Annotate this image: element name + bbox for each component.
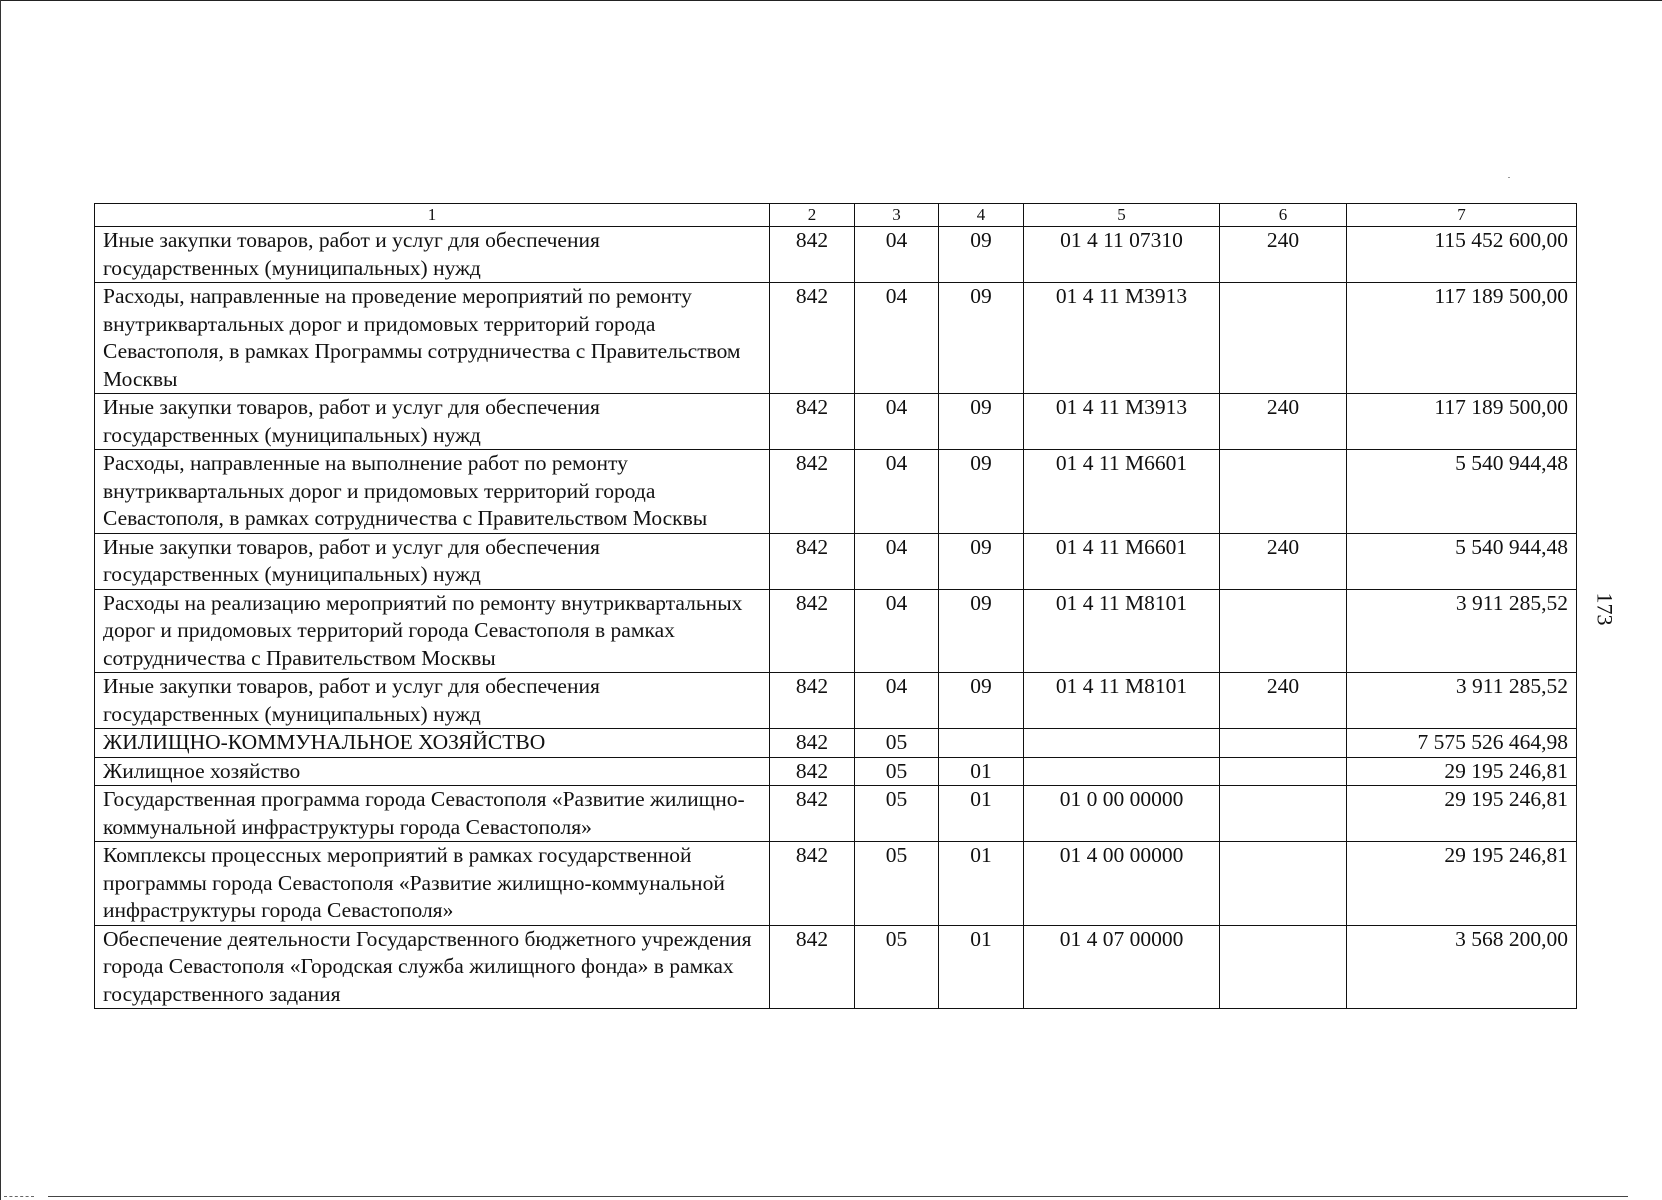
row-amount: 115 452 600,00 [1347,227,1577,283]
table-row [95,450,1577,534]
row-subsection-code: 09 [939,394,1024,450]
row-expense-type [1220,589,1347,673]
row-subsection-code [939,729,1024,758]
row-section-code: 05 [855,925,939,1009]
row-target-article: 01 4 11 07310 [1024,227,1220,283]
row-subsection-code: 01 [939,757,1024,786]
row-amount: 5 540 944,48 [1347,533,1577,589]
row-name: Иные закупки товаров, работ и услуг для обеспечения государственных (муниципальных) нужд [95,394,770,450]
page-number: 173 [1592,592,1618,626]
row-name: Расходы, направленные на выполнение работ по ремонту внутриквартальных дорог и придомовых территорий города Севастополя, в рамках сотрудничества с Правительством Москвы [95,450,770,534]
column-number-6: 6 [1220,204,1347,227]
scan-top-edge [0,0,1662,1]
row-subsection-code: 09 [939,450,1024,534]
row-amount: 29 195 246,81 [1347,786,1577,842]
table-row [95,786,1577,842]
row-expense-type [1220,450,1347,534]
row-subsection-code: 09 [939,673,1024,729]
row-name: Иные закупки товаров, работ и услуг для обеспечения государственных (муниципальных) нужд [95,227,770,283]
column-number-3: 3 [855,204,939,227]
table-row [95,227,1577,283]
column-number-row [95,204,1577,227]
row-subsection-code: 09 [939,589,1024,673]
row-name: Расходы, направленные на проведение мероприятий по ремонту внутриквартальных дорог и придомовых территорий города Севастополя, в рамках Программы сотрудничества с Правительством Москвы [95,283,770,394]
row-expense-type [1220,757,1347,786]
row-amount: 117 189 500,00 [1347,394,1577,450]
row-subsection-code: 09 [939,283,1024,394]
row-target-article [1024,729,1220,758]
table-row [95,729,1577,758]
scan-speck [1508,177,1510,178]
row-section-code: 04 [855,394,939,450]
table-row [95,925,1577,1009]
row-grbs-code: 842 [770,757,855,786]
row-name: Иные закупки товаров, работ и услуг для обеспечения государственных (муниципальных) нужд [95,673,770,729]
row-amount: 3 568 200,00 [1347,925,1577,1009]
row-target-article: 01 4 07 00000 [1024,925,1220,1009]
row-section-code: 05 [855,786,939,842]
row-expense-type [1220,729,1347,758]
scan-bottom-dash [4,1196,34,1197]
row-section-code: 04 [855,673,939,729]
row-section-code: 04 [855,283,939,394]
column-number-1: 1 [95,204,770,227]
row-grbs-code: 842 [770,450,855,534]
table-row [95,673,1577,729]
row-expense-type [1220,283,1347,394]
row-grbs-code: 842 [770,925,855,1009]
row-subsection-code: 09 [939,227,1024,283]
row-amount: 29 195 246,81 [1347,757,1577,786]
row-target-article: 01 4 11 M6601 [1024,533,1220,589]
row-target-article: 01 4 11 M8101 [1024,673,1220,729]
row-name: ЖИЛИЩНО-КОММУНАЛЬНОЕ ХОЗЯЙСТВО [95,729,770,758]
row-name: Обеспечение деятельности Государственного бюджетного учреждения города Севастополя «Городская служба жилищного фонда» в рамках государственного задания [95,925,770,1009]
row-grbs-code: 842 [770,786,855,842]
table-row [95,842,1577,926]
row-expense-type [1220,842,1347,926]
row-expense-type [1220,925,1347,1009]
row-grbs-code: 842 [770,533,855,589]
row-amount: 5 540 944,48 [1347,450,1577,534]
table-row [95,533,1577,589]
row-amount: 29 195 246,81 [1347,842,1577,926]
table-row [95,757,1577,786]
row-grbs-code: 842 [770,227,855,283]
row-expense-type: 240 [1220,673,1347,729]
row-subsection-code: 01 [939,842,1024,926]
row-grbs-code: 842 [770,394,855,450]
row-amount: 3 911 285,52 [1347,589,1577,673]
row-name: Государственная программа города Севастополя «Развитие жилищно-коммунальной инфраструктуры города Севастополя» [95,786,770,842]
row-section-code: 04 [855,450,939,534]
row-target-article: 01 4 11 M3913 [1024,394,1220,450]
row-section-code: 05 [855,842,939,926]
row-name: Жилищное хозяйство [95,757,770,786]
row-grbs-code: 842 [770,673,855,729]
row-target-article: 01 4 11 M6601 [1024,450,1220,534]
budget-table [94,203,1577,1009]
row-expense-type [1220,786,1347,842]
row-target-article: 01 4 00 00000 [1024,842,1220,926]
row-section-code: 04 [855,589,939,673]
column-number-2: 2 [770,204,855,227]
table-row [95,394,1577,450]
row-name: Иные закупки товаров, работ и услуг для обеспечения государственных (муниципальных) нужд [95,533,770,589]
column-number-5: 5 [1024,204,1220,227]
row-amount: 117 189 500,00 [1347,283,1577,394]
row-section-code: 05 [855,729,939,758]
row-target-article: 01 0 00 00000 [1024,786,1220,842]
row-grbs-code: 842 [770,729,855,758]
row-target-article: 01 4 11 M3913 [1024,283,1220,394]
row-section-code: 04 [855,533,939,589]
row-subsection-code: 09 [939,533,1024,589]
column-number-7: 7 [1347,204,1577,227]
row-expense-type: 240 [1220,227,1347,283]
row-target-article [1024,757,1220,786]
row-grbs-code: 842 [770,589,855,673]
table-row [95,283,1577,394]
column-number-4: 4 [939,204,1024,227]
table-row [95,589,1577,673]
row-grbs-code: 842 [770,283,855,394]
row-amount: 7 575 526 464,98 [1347,729,1577,758]
row-section-code: 04 [855,227,939,283]
scan-left-edge [0,0,1,1200]
row-subsection-code: 01 [939,786,1024,842]
row-name: Комплексы процессных мероприятий в рамках государственной программы города Севастополя «Развитие жилищно-коммунальной инфраструктуры города Севастополя» [95,842,770,926]
row-target-article: 01 4 11 M8101 [1024,589,1220,673]
row-amount: 3 911 285,52 [1347,673,1577,729]
row-name: Расходы на реализацию мероприятий по ремонту внутриквартальных дорог и придомовых территорий города Севастополя в рамках сотрудничества с Правительством Москвы [95,589,770,673]
row-grbs-code: 842 [770,842,855,926]
budget-table-body [95,204,1577,1009]
row-expense-type: 240 [1220,533,1347,589]
row-expense-type: 240 [1220,394,1347,450]
scan-bottom-rule [48,1196,1628,1197]
row-section-code: 05 [855,757,939,786]
row-subsection-code: 01 [939,925,1024,1009]
